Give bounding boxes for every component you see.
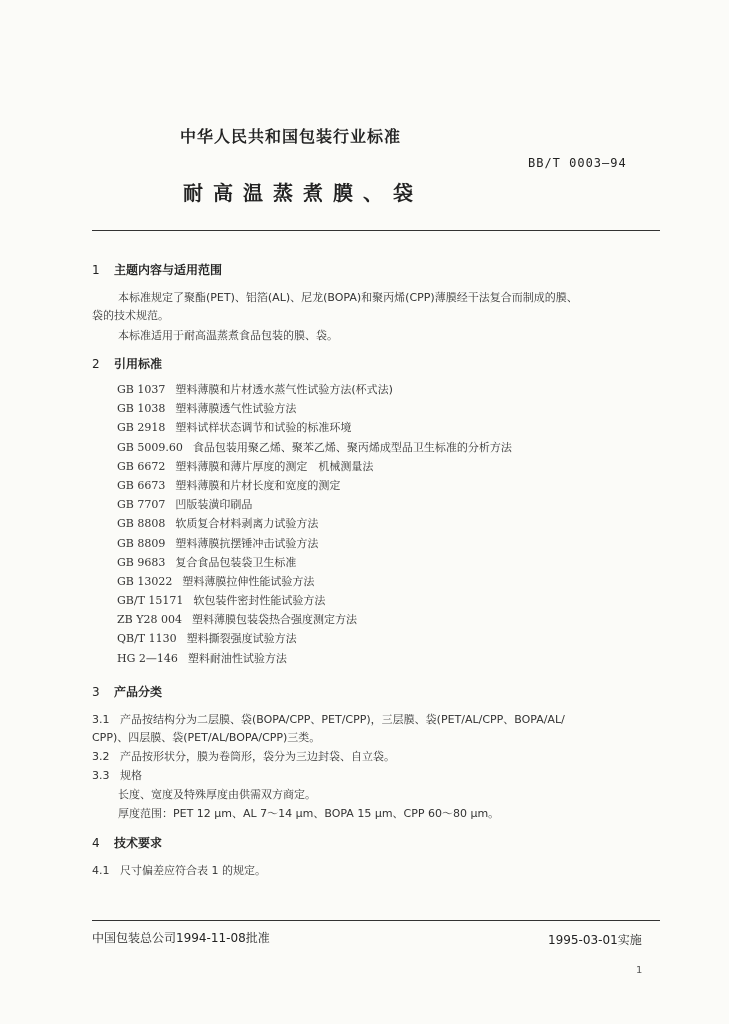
clause-number: 4.1 <box>92 864 110 877</box>
standard-code: GB 2918 <box>117 421 166 435</box>
standard-code: GB 8809 <box>117 536 166 550</box>
industry-standard-heading: 中华人民共和国包装行业标准 <box>180 127 402 146</box>
clause-3-1-continued: CPP)、四层膜、袋(PET/AL/BOPA/CPP)三类。 <box>92 731 321 744</box>
page-number: 1 <box>636 965 643 976</box>
standard-reference-item <box>117 572 512 591</box>
standard-reference-item <box>117 553 512 572</box>
section-number: 2 <box>92 357 100 371</box>
section-1-paragraph-1a: 本标准规定了聚酯(PET)、铝箔(AL)、尼龙(BOPA)和聚丙烯(CPP)薄膜经干法复合而制成的膜、 <box>118 291 578 304</box>
clause-text: 产品按结构分为二层膜、袋(BOPA/CPP、PET/CPP)，三层膜、袋(PET/AL/CPP、BOPA/AL/ <box>120 713 565 726</box>
clause-4-1 <box>92 862 266 878</box>
standard-code: QB/T 1130 <box>117 632 177 646</box>
standard-name: 软质复合材料剥离力试验方法 <box>175 517 319 531</box>
section-title: 产品分类 <box>114 685 163 699</box>
standard-name: 塑料薄膜拉伸性能试验方法 <box>182 574 315 588</box>
section-number: 4 <box>92 836 100 850</box>
section-1-paragraph-1b: 袋的技术规范。 <box>92 309 169 322</box>
standard-reference-item <box>117 610 512 629</box>
standard-reference-item <box>117 476 512 495</box>
document-title: 耐高温蒸煮膜、袋 <box>183 181 423 205</box>
section-number: 3 <box>92 685 100 699</box>
section-title: 引用标准 <box>114 357 163 371</box>
standard-reference-item <box>117 418 512 437</box>
clause-3-3 <box>92 767 142 783</box>
standard-reference-item <box>117 495 512 514</box>
standard-code: GB 5009.60 <box>117 440 183 454</box>
standard-code: GB 8808 <box>117 517 166 531</box>
standard-reference-item <box>117 399 512 418</box>
header-rule <box>92 230 660 231</box>
standard-reference-item <box>117 514 512 533</box>
standard-reference-item <box>117 380 512 399</box>
standard-reference-item <box>117 457 512 476</box>
standard-code: GB 6673 <box>117 478 166 492</box>
standard-code: GB 1037 <box>117 383 166 396</box>
section-1-heading <box>92 261 222 278</box>
section-title: 主题内容与适用范围 <box>114 263 223 277</box>
standard-name: 复合食品包装袋卫生标准 <box>175 555 297 569</box>
standard-name: 凹版装潢印刷品 <box>175 498 253 512</box>
clause-3-2 <box>92 748 395 764</box>
standard-name: 塑料薄膜和薄片厚度的测定 机械测量法 <box>175 459 374 473</box>
clause-number: 3.3 <box>92 769 110 782</box>
standard-name: 塑料薄膜透气性试验方法 <box>175 402 297 416</box>
standard-code: GB/T 15171 <box>117 594 184 608</box>
clause-3-3-paragraph-2: 厚度范围：PET 12 μm、AL 7～14 μm、BOPA 15 μm、CPP 60～80 μm。 <box>118 807 500 820</box>
section-2-heading <box>92 355 162 372</box>
section-number: 1 <box>92 263 100 277</box>
standard-name: 食品包装用聚乙烯、聚苯乙烯、聚丙烯成型品卫生标准的分析方法 <box>192 440 512 454</box>
clause-text: 产品按形状分，膜为卷筒形，袋分为三边封袋、自立袋。 <box>120 750 395 763</box>
standard-reference-item <box>117 438 512 457</box>
standard-reference-item <box>117 629 512 648</box>
standard-code: GB 7707 <box>117 498 166 512</box>
standard-code: GB 1038 <box>117 402 166 416</box>
standard-name: 软包装件密封性能试验方法 <box>193 594 326 608</box>
implementation-date: 1995-03-01实施 <box>548 933 642 947</box>
standard-name: 塑料薄膜和片材透水蒸气性试验方法(杯式法) <box>175 383 393 396</box>
section-title: 技术要求 <box>114 836 163 850</box>
referenced-standards-list <box>117 380 512 668</box>
section-4-heading <box>92 834 162 851</box>
standard-code: GB 9683 <box>117 555 166 569</box>
clause-number: 3.1 <box>92 713 110 726</box>
section-3-heading <box>92 683 162 700</box>
standard-name: 塑料撕裂强度试验方法 <box>186 632 297 646</box>
standard-code: ZB Y28 004 <box>117 613 182 627</box>
section-1-paragraph-2: 本标准适用于耐高温蒸煮食品包装的膜、袋。 <box>118 329 338 342</box>
standard-code: HG 2—146 <box>117 651 178 665</box>
standard-code: GB 6672 <box>117 459 166 473</box>
standard-reference-item <box>117 534 512 553</box>
clause-title: 规格 <box>120 769 142 782</box>
standard-code: GB 13022 <box>117 574 173 588</box>
standard-reference-item <box>117 591 512 610</box>
standard-code: BB/T 0003—94 <box>528 156 627 170</box>
clause-number: 3.2 <box>92 750 110 763</box>
clause-text: 尺寸偏差应符合表 1 的规定。 <box>120 864 266 877</box>
standard-reference-item <box>117 649 512 668</box>
clause-3-1 <box>92 711 565 727</box>
clause-3-3-paragraph-1: 长度、宽度及特殊厚度由供需双方商定。 <box>118 788 316 801</box>
standard-name: 塑料薄膜抗摆锤冲击试验方法 <box>175 536 319 550</box>
standard-name: 塑料试样状态调节和试验的标准环境 <box>175 421 352 435</box>
standard-name: 塑料薄膜和片材长度和宽度的测定 <box>175 478 341 492</box>
approval-note: 中国包装总公司1994-11-08批准 <box>92 931 270 945</box>
footer-rule <box>92 920 660 921</box>
standard-name: 塑料薄膜包装袋热合强度测定方法 <box>191 613 357 627</box>
standard-name: 塑料耐油性试验方法 <box>187 651 287 665</box>
